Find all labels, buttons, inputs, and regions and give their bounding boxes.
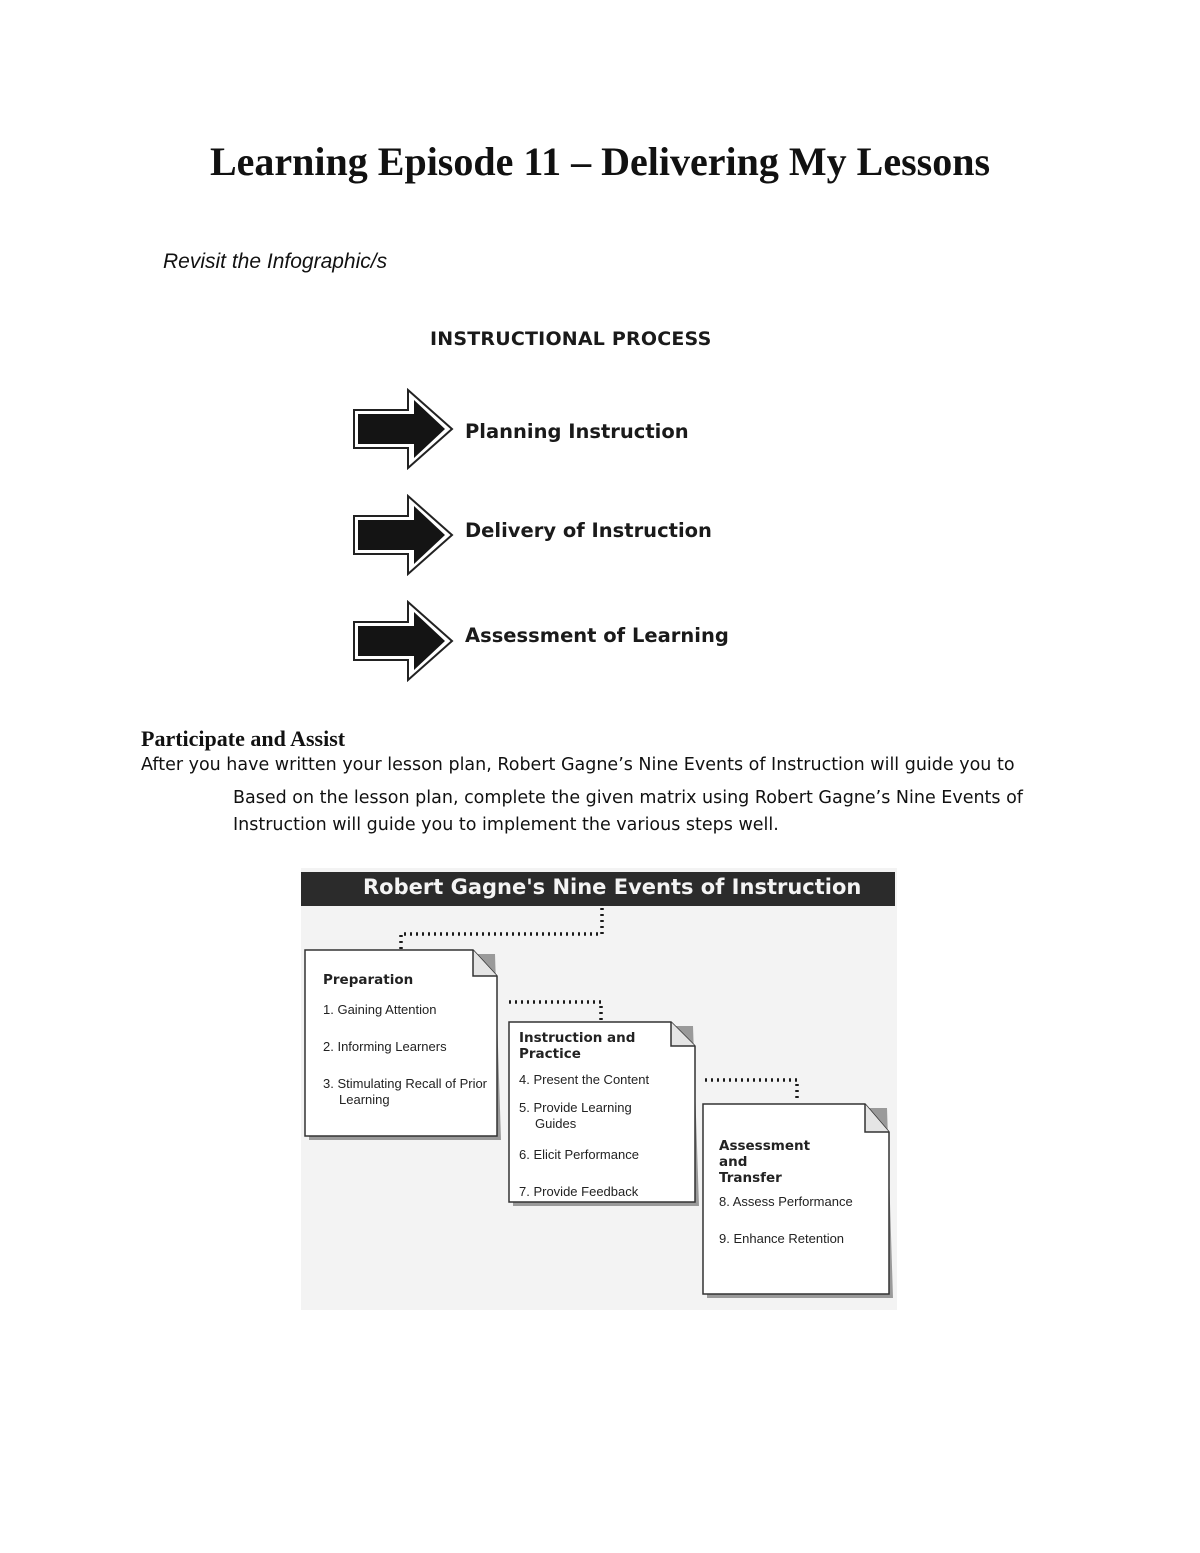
infographic-title: INSTRUCTIONAL PROCESS [430, 328, 712, 350]
step-assessment-of-learning: Assessment of Learning [465, 624, 729, 647]
diagram-title: Robert Gagne's Nine Events of Instruction [363, 875, 862, 899]
event-item: 4. Present the Content [519, 1072, 650, 1087]
event-item: 1. Gaining Attention [323, 1002, 437, 1017]
arrow-right-icon [352, 388, 456, 470]
event-item: 6. Elicit Performance [519, 1147, 639, 1162]
page-title: Learning Episode 11 – Delivering My Lessons [209, 139, 991, 184]
paragraph-instructions: Based on the lesson plan, complete the given matrix using Robert Gagne’s Nine Events of Instruction will guide you to implement the various steps well. [233, 788, 1023, 835]
card-preparation [323, 972, 493, 1108]
arrow-right-icon [352, 494, 456, 576]
gagne-nine-events-diagram [301, 868, 897, 1310]
arrow-right-icon [352, 600, 456, 682]
event-item: 8. Assess Performance [719, 1194, 853, 1209]
event-item: 3. Stimulating Recall of Prior Learning [323, 1076, 488, 1107]
step-planning-instruction: Planning Instruction [465, 420, 689, 443]
event-item: 9. Enhance Retention [719, 1231, 845, 1246]
section-heading: Participate and Assist [141, 726, 346, 751]
card-instruction-and-practice [519, 1030, 679, 1200]
card-assessment-and-transfer [719, 1138, 879, 1247]
card-heading: Instruction and Practice [519, 1030, 636, 1062]
instructional-process-infographic [318, 318, 758, 718]
event-item: 7. Provide Feedback [519, 1184, 639, 1199]
event-item: 2. Informing Learners [323, 1039, 447, 1054]
event-item: 5. Provide Learning Guides [519, 1100, 632, 1131]
card-heading: Preparation [323, 972, 414, 988]
step-delivery-of-instruction: Delivery of Instruction [465, 519, 712, 542]
section-subtitle: Revisit the Infographic/s [163, 250, 388, 273]
paragraph-intro: After you have written your lesson plan, Robert Gagne’s Nine Events of Instruction will guide you to [141, 755, 1015, 775]
card-heading: Assessment and Transfer [719, 1138, 811, 1186]
